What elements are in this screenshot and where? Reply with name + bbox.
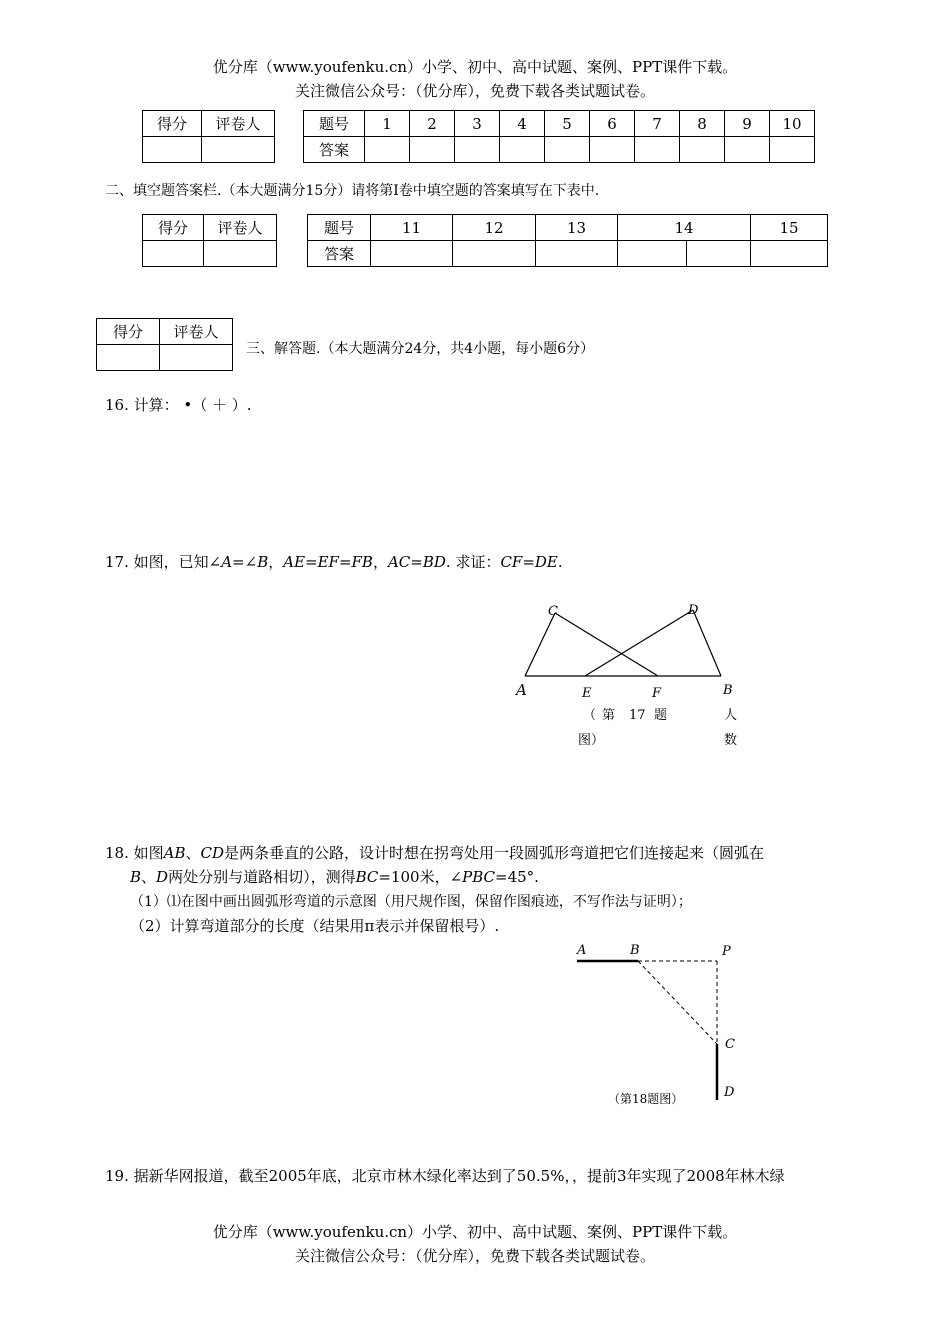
q17-figure [505,598,765,758]
grader-cell[interactable] [204,241,277,267]
score-cell[interactable] [143,137,202,163]
question-number-cell: 12 [453,215,536,241]
q18-d: D [156,868,169,886]
section-2-title: 二、填空题答案栏.（本大题满分15分）请将第Ⅰ卷中填空题的答案填写在下表中. [105,183,600,199]
q17-sep: ， [268,553,284,571]
footer-line-2: 关注微信公众号：（优分库），免费下载各类试题试卷。 [294,1247,655,1265]
score-label: 得分 [143,215,204,241]
q17-angle-b: B [257,553,269,571]
question-18-line-1 [105,842,764,864]
section-3-score-box [96,318,233,371]
answer-label: 答案 [304,137,365,163]
line-cf [555,613,658,676]
answer-cell[interactable] [455,137,500,163]
label-c: C [725,1037,735,1052]
line-ac [525,613,555,676]
answer-cell[interactable] [500,137,545,163]
caption-part: （ [583,708,597,723]
answer-cell[interactable] [536,241,618,267]
question-number-cell: 5 [545,111,590,137]
answer-cell[interactable] [371,241,453,267]
caption-part: 题 [654,708,668,723]
q18-figure [565,938,755,1113]
q18-text: 、 [141,868,157,886]
q17-prefix: 17. 如图，已知∠ [105,553,222,571]
q17-sep: ， [372,553,388,571]
answer-cell[interactable] [545,137,590,163]
header-line-1: 优分库（www.youfenku.cn）小学、初中、高中试题、案例、PPT课件下载。 [212,58,738,76]
label-f: F [652,686,662,701]
line-ed [585,610,693,676]
q17-proof: . 求证： [445,553,501,571]
q17-eq: =∠ [232,553,258,571]
answer-cell[interactable] [635,137,680,163]
score-label: 得分 [97,319,160,345]
q17-end: . [557,553,563,571]
grader-cell[interactable] [160,345,233,371]
answer-cell[interactable] [453,241,536,267]
question-number-label: 题号 [304,111,365,137]
footer-line-1: 优分库（www.youfenku.cn）小学、初中、高中试题、案例、PPT课件下载。 [212,1223,738,1241]
q17-conclusion: CF=DE [500,553,558,571]
question-18-line-2 [130,866,539,888]
q18-cd: CD [200,844,225,862]
label-c: C [548,604,558,619]
question-number-cell: 14 [618,215,751,241]
question-number-cell: 8 [680,111,725,137]
answer-cell[interactable] [770,137,815,163]
q18-bc: BC [355,868,379,886]
answer-cell[interactable] [680,137,725,163]
label-d: D [724,1085,735,1100]
header-line-2: 关注微信公众号：（优分库），免费下载各类试题试卷。 [294,82,655,100]
q18-text: 、 [185,844,201,862]
score-cell[interactable] [97,345,160,371]
grader-label: 评卷人 [204,215,277,241]
question-number-cell: 7 [635,111,680,137]
label-p: P [722,944,731,959]
q18-ab: AB [163,844,186,862]
answer-cell[interactable] [618,241,687,267]
q18-pbc: PBC [462,868,496,886]
question-number-cell: 3 [455,111,500,137]
q18-text: =45°. [495,868,539,886]
q18-text: =100米，∠ [378,868,463,886]
q17-condition-2: AC=BD [387,553,446,571]
question-number-label: 题号 [308,215,371,241]
answer-cell[interactable] [725,137,770,163]
line-bc [638,961,717,1044]
grader-label: 评卷人 [202,111,275,137]
question-number-cell: 9 [725,111,770,137]
question-18-part-1: （1）⑴在图中画出圆弧形弯道的示意图（用尺规作图，保留作图痕迹，不写作法与证明）； [130,894,692,910]
label-a: A [577,943,587,958]
grader-label: 评卷人 [160,319,233,345]
side-label: 数 [724,733,738,748]
question-number-cell: 6 [590,111,635,137]
question-16: 16. 计算： •（ ＋ ）. [105,396,252,414]
question-number-cell: 4 [500,111,545,137]
q18-text: 两处分别与道路相切），测得 [168,868,356,886]
answer-cell[interactable] [410,137,455,163]
score-cell[interactable] [143,241,204,267]
question-19: 19. 据新华网报道，截至2005年底，北京市林木绿化率达到了50.5%，，提前3年实现了2008年林木绿 [105,1167,785,1185]
section-3-title: 三、解答题.（本大题满分24分，共4小题，每小题6分） [246,341,595,357]
caption-part: 第 [602,708,616,723]
question-number-cell: 11 [371,215,453,241]
question-number-cell: 10 [770,111,815,137]
q17-condition-1: AE=EF=FB [283,553,373,571]
question-number-cell: 2 [410,111,455,137]
answer-cell[interactable] [365,137,410,163]
question-17 [105,551,563,573]
q17-angle-a: A [221,553,233,571]
answer-cell[interactable] [590,137,635,163]
line-db [693,610,721,676]
label-e: E [582,686,592,701]
table-gap [275,137,304,163]
score-label: 得分 [143,111,202,137]
fill-answer-table [142,214,828,267]
label-b: B [723,683,733,698]
question-number-cell: 13 [536,215,618,241]
answer-label: 答案 [308,241,371,267]
side-label: 人 [724,708,738,723]
q18-text: 18. 如图 [105,844,164,862]
question-18-part-2: （2）计算弯道部分的长度（结果用π表示并保留根号）. [130,917,500,935]
label-b: B [630,943,640,958]
grader-cell[interactable] [202,137,275,163]
table-gap [277,241,308,267]
caption-part: 17 [629,708,646,723]
answer-cell[interactable] [751,241,828,267]
label-a: A [516,681,527,699]
table-gap [275,111,304,137]
q18-text: 是两条垂直的公路，设计时想在拐弯处用一段圆弧形弯道把它们连接起来（圆弧在 [224,844,765,862]
q18-b: B [130,868,142,886]
answer-cell[interactable] [687,241,751,267]
figure-caption: （第18题图） [608,1092,684,1106]
label-d: D [688,603,699,618]
caption-part: 图） [578,733,605,748]
question-number-cell: 15 [751,215,828,241]
question-number-cell: 1 [365,111,410,137]
choice-answer-table [142,110,815,163]
table-gap [277,215,308,241]
